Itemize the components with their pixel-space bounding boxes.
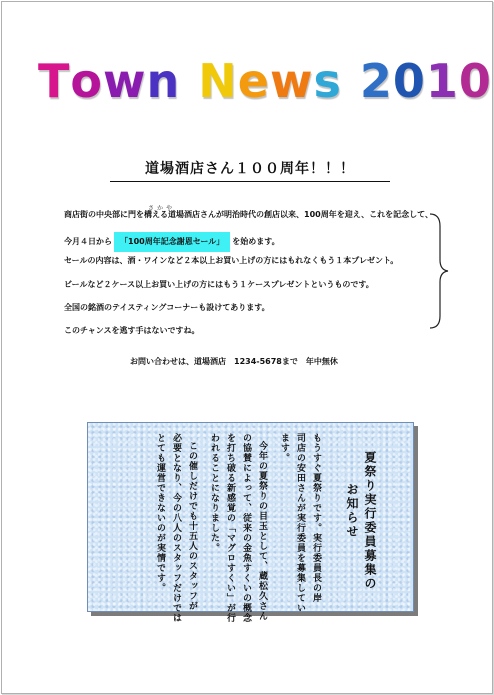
masthead-letter: o (70, 54, 103, 108)
masthead-letter: e (237, 54, 270, 108)
contact-info: お問い合わせは、道場酒店 1234-5678まで 年中無休 (130, 357, 338, 366)
masthead-letter: n (146, 54, 181, 108)
masthead-title (38, 54, 492, 114)
masthead-letter: T (38, 54, 71, 108)
article-line: 全国の銘酒のテイスティングコーナーも設けてあります。 (64, 303, 270, 312)
notice-column: われることになりました。 (209, 433, 219, 553)
article-headline-text: 道場酒店さん１００周年！！！ (145, 161, 355, 177)
article-line: セールの内容は、酒・ワインなど２本以上お買い上げの方にはもれなくもう１本プレゼント。 (64, 256, 399, 265)
notice-column: 必要となり、今の八人のスタッフだけでは (171, 433, 181, 623)
masthead-letter: 0 (392, 54, 426, 108)
masthead-letter: s (313, 54, 342, 108)
notice-column: ます。 (279, 433, 289, 463)
article-line-pre: 今月４日から (64, 237, 112, 246)
sale-name-highlight: 「100周年記念謝恩セール」 (114, 232, 230, 252)
article-line-post: を始めます。 (232, 237, 280, 246)
newsletter-page (1, 1, 493, 694)
notice-column: を打ち破る新感覚の「マグロすくい」が行 (225, 433, 235, 623)
notice-column: この催しだけでも十五人のスタッフが (187, 441, 197, 611)
masthead-letter: w (103, 54, 147, 108)
notice-column: もうすぐ夏祭りです。実行委員長の岸 (311, 433, 321, 603)
right-brace-decoration (428, 212, 450, 330)
masthead-letter: 1 (425, 54, 459, 108)
ruby-annotation: さかや (148, 205, 176, 212)
article-headline (110, 159, 390, 183)
masthead-letter: w (269, 54, 314, 108)
masthead-letter: 2 (359, 54, 393, 108)
notice-title-line: お知らせ (345, 483, 359, 539)
masthead-letter: N (198, 54, 238, 108)
notice-column: の協賛によって、従来の金魚すくいの概念 (241, 433, 251, 623)
notice-column: とても運営できないのが実情です。 (155, 433, 165, 593)
notice-box (87, 422, 414, 623)
masthead-letter: 0 (458, 54, 492, 108)
notice-title-line: 夏祭り実行委員募集の (363, 451, 377, 591)
notice-column: 今年の夏祭りの目玉として、蔵松久さん (257, 441, 267, 621)
article-line: このチャンスを逃す手はないですね。 (64, 326, 200, 335)
article-line: 商店街の中央部に門を構える道場酒店さんが明治時代の創店以来、100周年を迎え、これを記念して、 (64, 210, 434, 219)
article-line-sale-start (64, 232, 280, 244)
article-line: ビールなど２ケース以上お買い上げの方にはもう１ケースプレゼントというものです。 (64, 280, 374, 289)
notice-column: 司店の安田さんが実行委員を募集してい (295, 433, 305, 613)
